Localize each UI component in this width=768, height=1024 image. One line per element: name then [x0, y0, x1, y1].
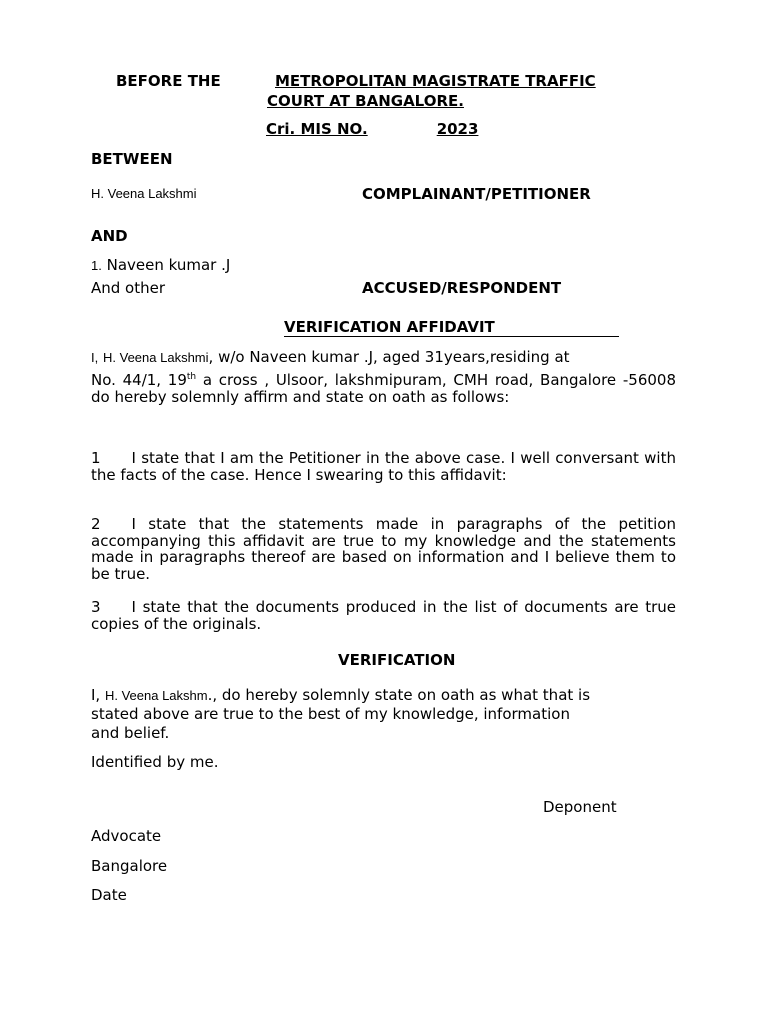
- verification-prefix: I,: [91, 686, 101, 704]
- paragraph-1: [91, 450, 676, 483]
- affidavit-title-text: [284, 318, 619, 337]
- complainant-name: H. Veena Lakshmi: [91, 186, 197, 201]
- intro-rest: , w/o Naveen kumar .J, aged 31years,residing at: [208, 348, 570, 366]
- verification-line1: [91, 686, 590, 704]
- case-year: 2023: [436, 120, 479, 138]
- deponent-label: Deponent: [543, 798, 617, 816]
- accused-number: 1.: [91, 258, 102, 273]
- paragraph-2: [91, 516, 676, 582]
- paragraph-text: I state that the statements made in paragraphs of the petition accompanying this affidavit are true to my knowledge and the statements made in paragraphs thereof are based on information and I believe them to be true.: [91, 515, 676, 583]
- intro-prefix: I,: [91, 350, 99, 365]
- paragraph-text: I state that the documents produced in the list of documents are true copies of the originals.: [91, 598, 676, 633]
- case-number: [266, 120, 478, 138]
- accused-role: ACCUSED/RESPONDENT: [362, 279, 562, 297]
- verification-rest: ., do hereby solemnly state on oath as what that is: [207, 686, 591, 704]
- identified-by: Identified by me.: [91, 753, 219, 771]
- court-name-line2: COURT AT BANGALORE.: [267, 92, 464, 110]
- paragraph-text: I state that I am the Petitioner in the above case. I well conversant with the facts of the case. Hence I swearing to this affidavit:: [91, 449, 676, 484]
- court-name-line1: METROPOLITAN MAGISTRATE TRAFFIC: [275, 72, 596, 90]
- verification-line3: and belief.: [91, 724, 170, 742]
- address-part1: No. 44/1, 19: [91, 371, 187, 389]
- accused-other: And other: [91, 279, 166, 297]
- address-sup: th: [186, 372, 197, 382]
- complainant-role: COMPLAINANT/PETITIONER: [362, 185, 591, 203]
- affidavit-title-label: VERIFICATION AFFIDAVIT: [284, 318, 495, 336]
- verification-title: VERIFICATION: [338, 651, 456, 669]
- address-paragraph: [91, 372, 676, 405]
- affidavit-title: [284, 318, 619, 337]
- before-the-label: BEFORE THE: [116, 72, 221, 90]
- affidavit-intro: [91, 348, 570, 366]
- address-part2: a cross , Ulsoor, lakshmipuram, CMH road, Bangalore -56008 do hereby solemnly affirm and state on oath as follows:: [91, 371, 676, 406]
- and-label: AND: [91, 227, 128, 245]
- advocate-label: Advocate: [91, 827, 162, 845]
- between-label: BETWEEN: [91, 150, 173, 168]
- paragraph-number: 2: [91, 515, 101, 533]
- accused-line: [91, 256, 230, 274]
- paragraph-number: 3: [91, 598, 101, 616]
- deponent-name: H. Veena Lakshmi: [103, 350, 209, 365]
- date-label: Date: [91, 886, 127, 904]
- case-number-label: Cri. MIS NO.: [266, 120, 368, 138]
- verification-line2: stated above are true to the best of my knowledge, information: [91, 705, 570, 723]
- paragraph-3: [91, 599, 676, 632]
- place-label: Bangalore: [91, 857, 168, 875]
- accused-name: Naveen kumar .J: [106, 256, 231, 274]
- verification-name: H. Veena Lakshm: [104, 688, 208, 703]
- paragraph-number: 1: [91, 449, 101, 467]
